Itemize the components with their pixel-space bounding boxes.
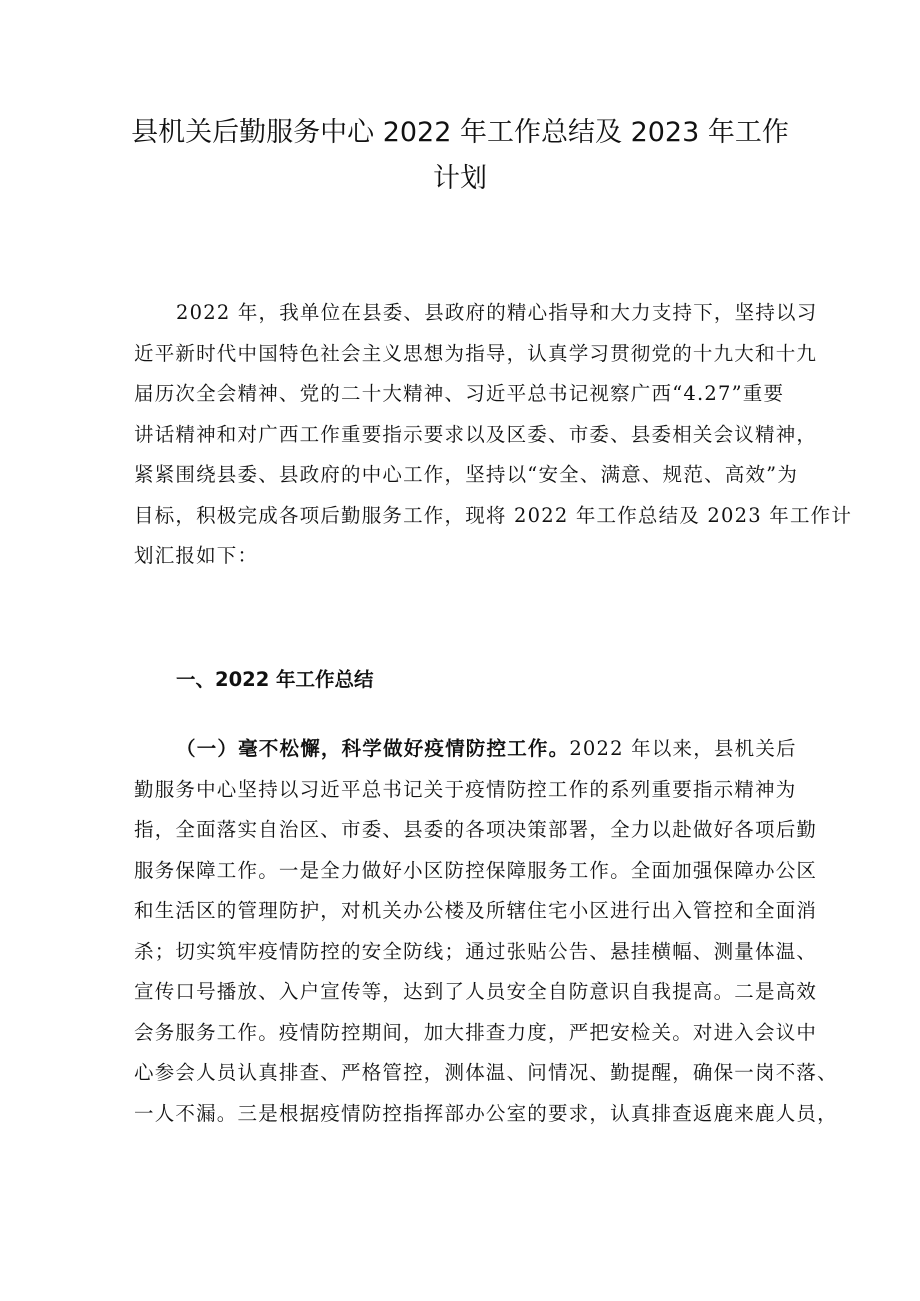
paragraph-line: 会务服务工作。疫情防控期间，加大排查力度，严把安检关。对进入会议中 (134, 1020, 818, 1044)
paragraph-line: 紧紧围绕县委、县政府的中心工作，坚持以“安全、满意、规范、高效”为 (134, 463, 799, 486)
section-heading: 一、2022 年工作总结 (176, 668, 374, 691)
paragraph-line: 一人不漏。三是根据疫情防控指挥部办公室的要求，认真排查返鹿来鹿人员， (134, 1101, 838, 1125)
paragraph-line: 杀；切实筑牢疫情防控的安全防线；通过张贴公告、悬挂横幅、测量体温、 (134, 939, 818, 963)
paragraph-line: 届历次全会精神、党的二十大精神、习近平总书记视察广西“4.27”重要 (134, 382, 785, 405)
paragraph-line: 宣传口号播放、入户宣传等，达到了人员安全自防意识自我提高。二是高效 (134, 980, 818, 1003)
title-line-2: 计划 (433, 163, 487, 194)
paragraph-line: 和生活区的管理防护，对机关办公楼及所辖住宅小区进行出入管控和全面消 (134, 899, 818, 922)
subsection-lead: （一）毫不松懈，科学做好疫情防控工作。 (176, 737, 570, 760)
document-title (100, 110, 820, 202)
subsection-lead-rest: 2022 年以来，县机关后 (569, 737, 797, 760)
paragraph-line: 勤服务中心坚持以习近平总书记关于疫情防控工作的系列重要指示精神为 (134, 777, 797, 801)
paragraph-line: 服务保障工作。一是全力做好小区防控保障服务工作。全面加强保障办公区 (134, 858, 818, 882)
paragraph-line: 2022 年，我单位在县委、县政府的精心指导和大力支持下，坚持以习 (176, 301, 818, 324)
paragraph-line: 目标，积极完成各项后勤服务工作，现将 2022 年工作总结及 2023 年工作计 (134, 503, 853, 527)
paragraph-line: 划汇报如下： (134, 544, 259, 567)
paragraph-line: 心参会人员认真排查、严格管控，测体温、问情况、勤提醒，确保一岗不落、 (134, 1061, 838, 1084)
subsection-paragraph (134, 729, 838, 1134)
paragraph-line: 近平新时代中国特色社会主义思想为指导，认真学习贯彻党的十九大和十九 (134, 341, 818, 365)
title-line-1: 县机关后勤服务中心 2022 年工作总结及 2023 年工作 (131, 117, 789, 148)
paragraph-first-line (134, 729, 797, 770)
paragraph-line: 讲话精神和对广西工作重要指示要求以及区委、市委、县委相关会议精神， (134, 422, 818, 446)
paragraph-line: 指，全面落实自治区、市委、县委的各项决策部署，全力以赴做好各项后勤 (134, 818, 818, 841)
intro-paragraph (134, 293, 853, 577)
